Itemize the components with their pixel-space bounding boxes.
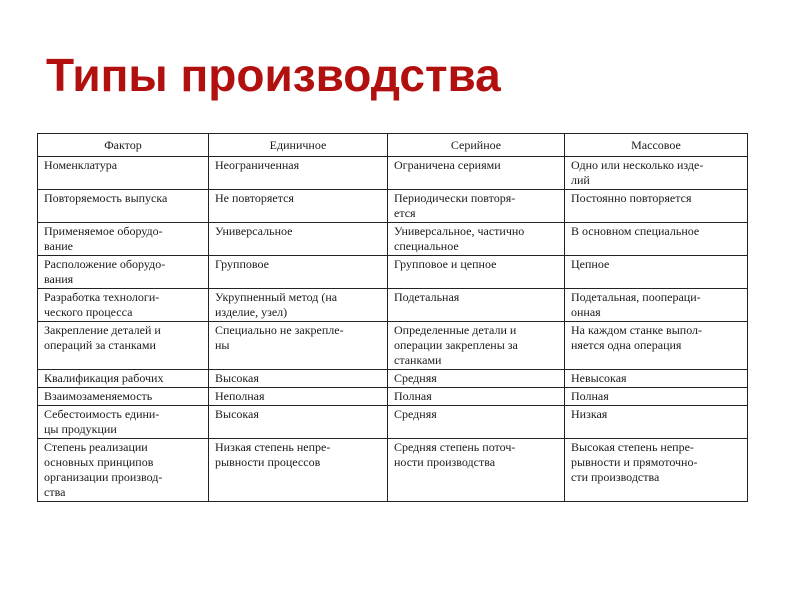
table-cell: Укрупненный метод (на изделие, узел) (209, 289, 388, 322)
table-row (38, 190, 748, 223)
table-cell: Подетальная (388, 289, 565, 322)
table-cell: Номенклатура (38, 157, 209, 190)
table-cell: Полная (565, 388, 748, 406)
table-row (38, 223, 748, 256)
header-single: Единичное (209, 134, 388, 157)
table-cell: Закрепление деталей и операций за станками (38, 322, 209, 370)
table-cell: Ограничена сериями (388, 157, 565, 190)
table-cell: Применяемое оборудо- вание (38, 223, 209, 256)
table-cell: Высокая степень непре- рывности и прямоточно- сти производства (565, 439, 748, 502)
table-row (38, 370, 748, 388)
table-row (38, 439, 748, 502)
table-cell: Средняя (388, 406, 565, 439)
table-cell: Неограниченная (209, 157, 388, 190)
table-cell: Низкая степень непре- рывности процессов (209, 439, 388, 502)
table-cell: Разработка технологи- ческого процесса (38, 289, 209, 322)
table-cell: Повторяемость выпуска (38, 190, 209, 223)
table-cell: Степень реализации основных принципов организации производ- ства (38, 439, 209, 502)
table-cell: Определенные детали и операции закреплены за станками (388, 322, 565, 370)
table-row (38, 322, 748, 370)
table-cell: В основном специальное (565, 223, 748, 256)
table-cell: Квалификация рабочих (38, 370, 209, 388)
table-cell: Полная (388, 388, 565, 406)
table-row (38, 256, 748, 289)
table-cell: На каждом станке выпол- няется одна операция (565, 322, 748, 370)
table-cell: Не повторяется (209, 190, 388, 223)
page-title: Типы производства (46, 49, 501, 101)
table-row (38, 388, 748, 406)
table-row (38, 406, 748, 439)
table-cell: Групповое и цепное (388, 256, 565, 289)
table-cell: Периодически повторя- ется (388, 190, 565, 223)
header-factor: Фактор (38, 134, 209, 157)
table-cell: Расположение оборудо- вания (38, 256, 209, 289)
table-cell: Цепное (565, 256, 748, 289)
table-header-row (38, 134, 748, 157)
table-cell: Высокая (209, 406, 388, 439)
table-cell: Невысокая (565, 370, 748, 388)
table-cell: Универсальное, частично специальное (388, 223, 565, 256)
table-cell: Взаимозаменяемость (38, 388, 209, 406)
table-row (38, 157, 748, 190)
header-mass: Массовое (565, 134, 748, 157)
table-cell: Низкая (565, 406, 748, 439)
header-serial: Серийное (388, 134, 565, 157)
table-cell: Одно или несколько изде- лий (565, 157, 748, 190)
production-types-table (37, 133, 748, 502)
table-cell: Специально не закрепле- ны (209, 322, 388, 370)
table-cell: Высокая (209, 370, 388, 388)
table-cell: Групповое (209, 256, 388, 289)
table-cell: Неполная (209, 388, 388, 406)
table-cell: Средняя (388, 370, 565, 388)
table-cell: Постоянно повторяется (565, 190, 748, 223)
table-cell: Средняя степень поточ- ности производства (388, 439, 565, 502)
table-cell: Подетальная, пооперaци- онная (565, 289, 748, 322)
table-cell: Универсальное (209, 223, 388, 256)
table-cell: Себестоимость едини- цы продукции (38, 406, 209, 439)
table-row (38, 289, 748, 322)
